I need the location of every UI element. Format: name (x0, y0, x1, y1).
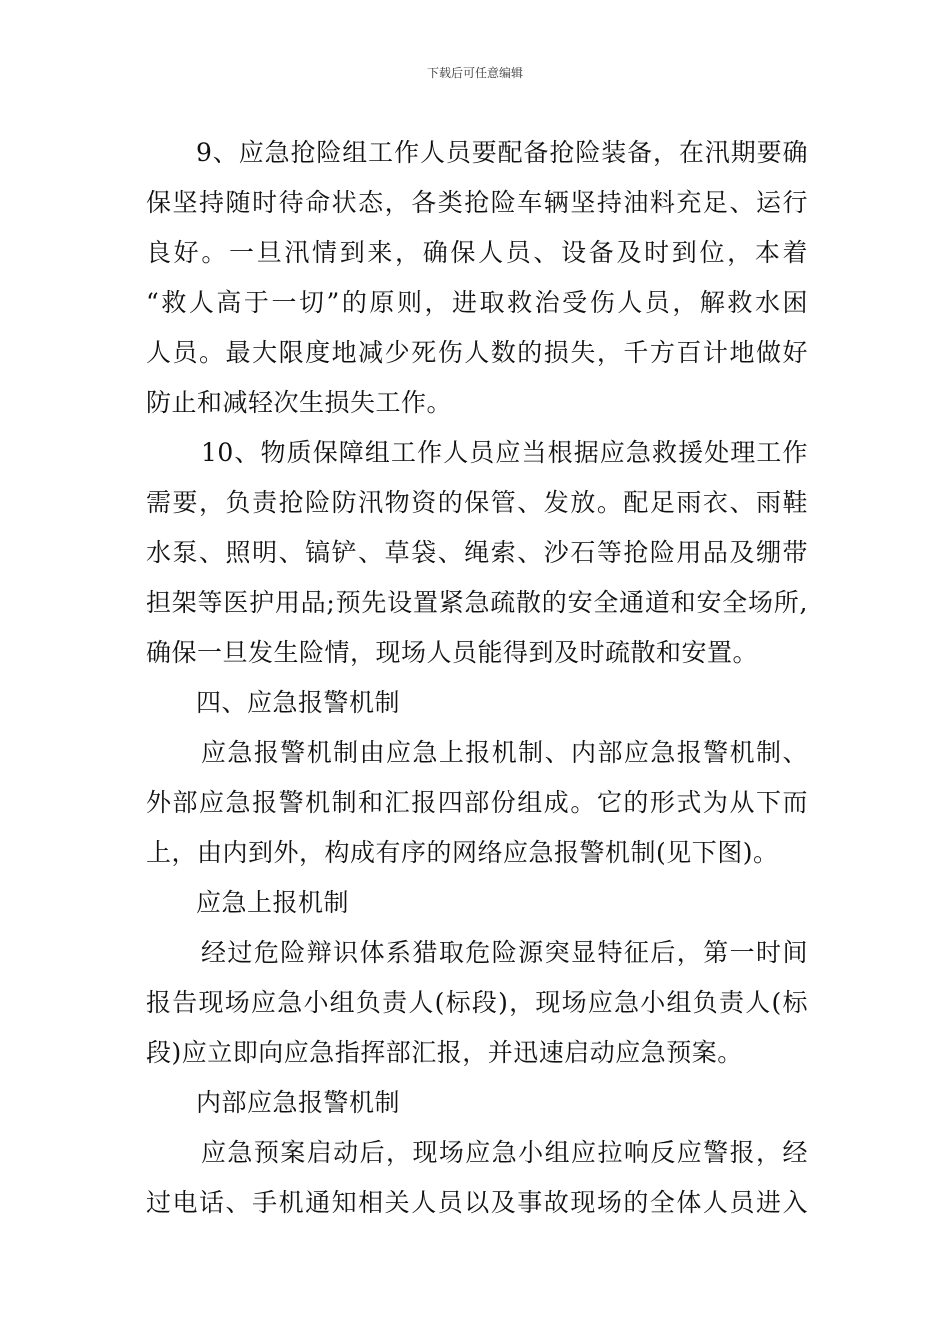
text-line: “救人高于一切”的原则，进取救治受伤人员，解救水困 (146, 288, 808, 317)
text-line: 经过危险辩识体系猎取危险源突显特征后，第一时间 (201, 938, 808, 967)
text-line: 过电话、手机通知相关人员以及事故现场的全体人员进入 (146, 1188, 808, 1217)
text-line: 报告现场应急小组负责人(标段)，现场应急小组负责人(标 (146, 988, 808, 1017)
text-line: 水泵、照明、镐铲、草袋、绳索、沙石等抢险用品及绷带 (146, 538, 808, 567)
text-line: 人员。最大限度地减少死伤人数的损失，千方百计地做好 (146, 338, 808, 367)
text-line: 上，由内到外，构成有序的网络应急报警机制(见下图)。 (146, 838, 779, 867)
text-line: 保坚持随时待命状态，各类抢险车辆坚持油料充足、运行 (146, 188, 808, 217)
text-line: 担架等医护用品;预先设置紧急疏散的安全通道和安全场所, (146, 588, 808, 617)
text-line: 内部应急报警机制 (196, 1088, 401, 1117)
document-body (146, 128, 808, 1228)
text-line: 良好。一旦汛情到来，确保人员、设备及时到位，本着 (146, 238, 808, 267)
text-line: 外部应急报警机制和汇报四部份组成。它的形式为从下而 (146, 788, 808, 817)
text-line: 确保一旦发生险情，现场人员能得到及时疏散和安置。 (146, 638, 759, 667)
text-line: 需要，负责抢险防汛物资的保管、发放。配足雨衣、雨鞋 (146, 488, 808, 517)
text-line: 防止和减轻次生损失工作。 (146, 388, 453, 417)
text-line: 应急上报机制 (196, 888, 350, 917)
text-line: 段)应立即向应急指挥部汇报，并迅速启动应急预案。 (146, 1038, 743, 1067)
text-line: 四、应急报警机制 (196, 688, 401, 717)
text-line: 应急预案启动后，现场应急小组应拉响反应警报，经 (201, 1138, 808, 1167)
text-line: 9、应急抢险组工作人员要配备抢险装备，在汛期要确 (196, 138, 808, 167)
text-line: 10、物质保障组工作人员应当根据应急救援处理工作 (201, 438, 808, 467)
text-line: 应急报警机制由应急上报机制、内部应急报警机制、 (201, 738, 808, 767)
page-header: 下载后可任意编辑 (426, 66, 523, 80)
